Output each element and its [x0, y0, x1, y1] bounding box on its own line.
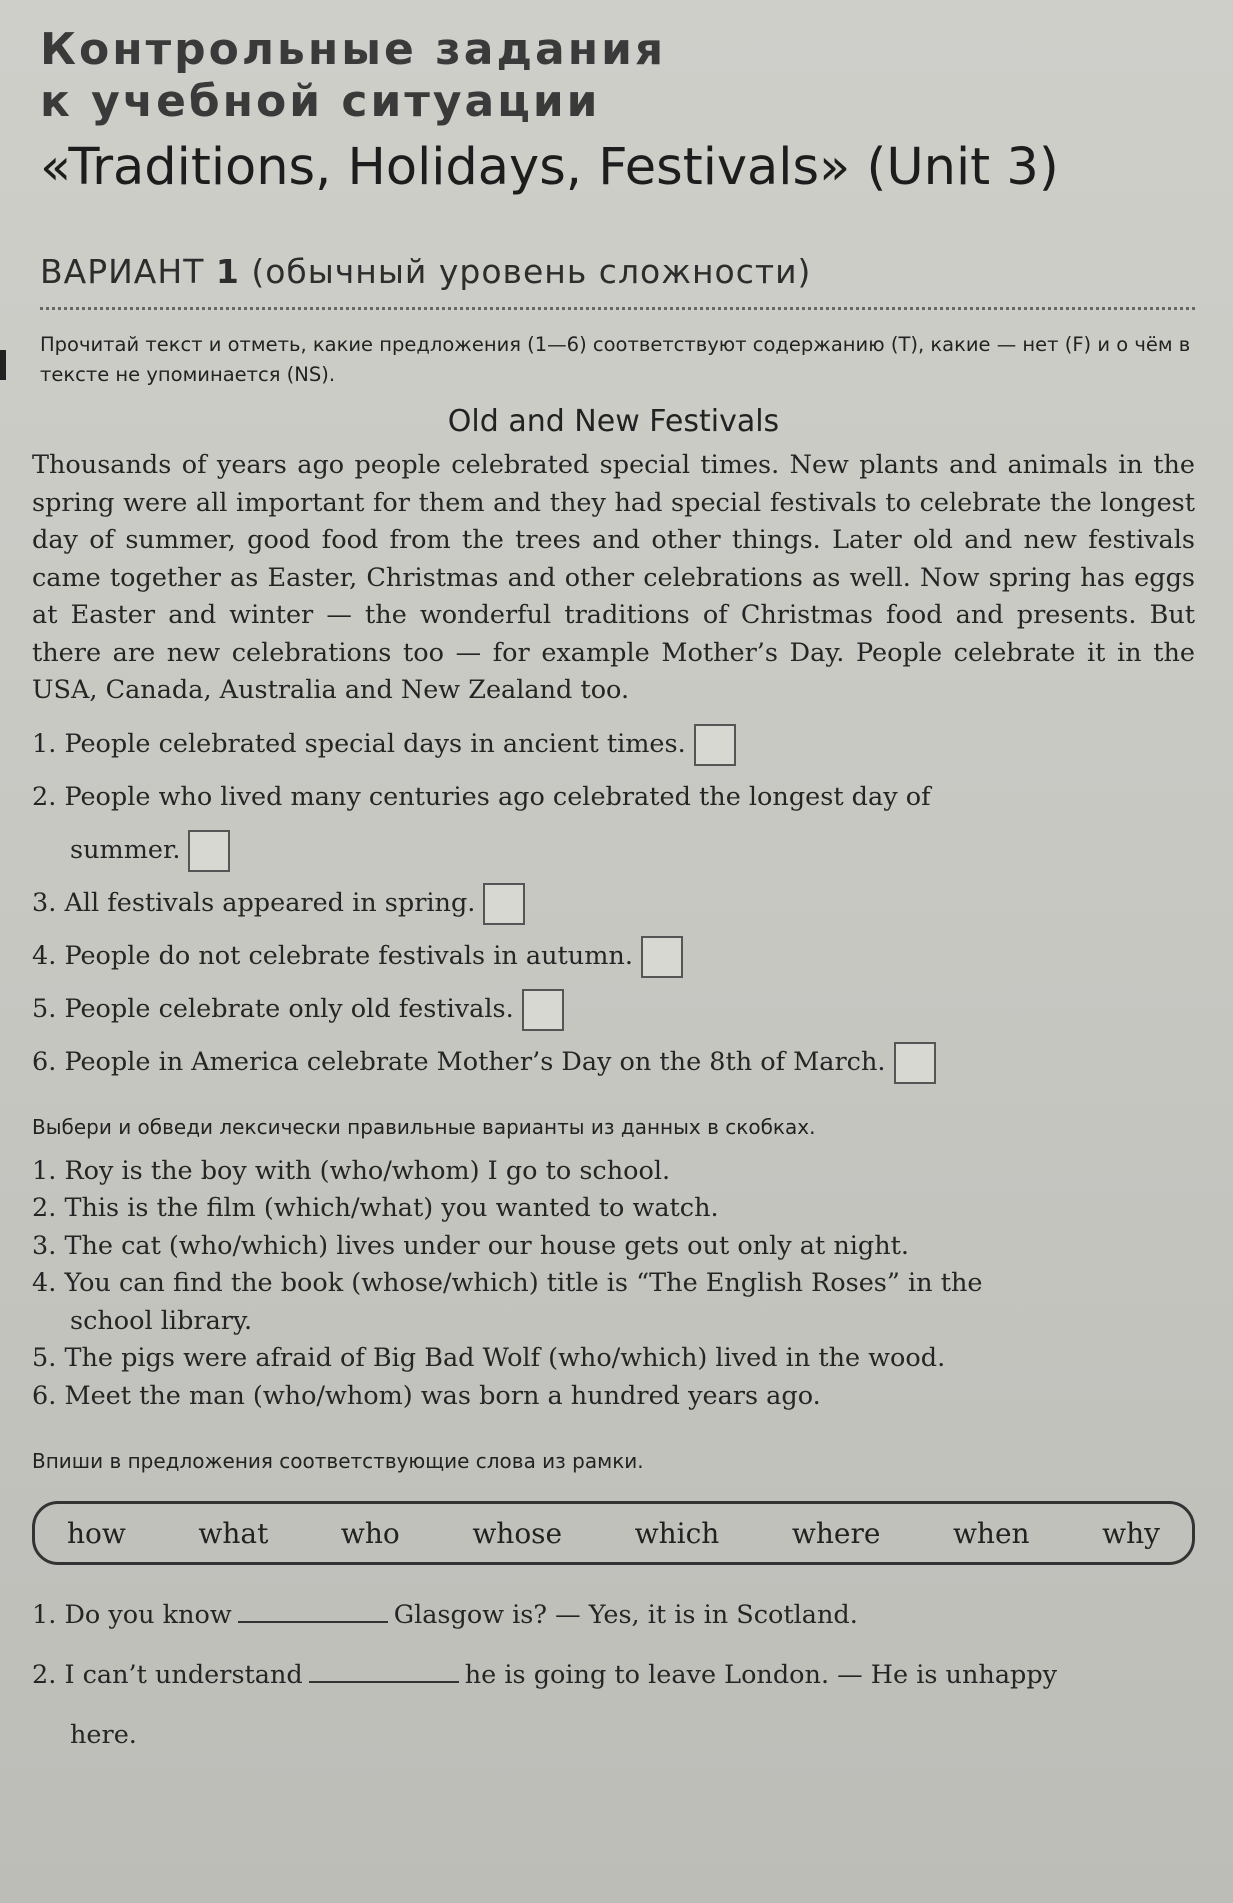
variant-label: ВАРИАНТ	[40, 252, 205, 291]
variant-heading	[40, 252, 1195, 291]
choice-item	[32, 1228, 1195, 1266]
word-option: why	[1102, 1516, 1160, 1550]
answer-blank[interactable]	[309, 1681, 459, 1683]
fill-in-number: 2.	[32, 1660, 57, 1690]
fill-in-item	[32, 1585, 1195, 1645]
fill-in-before: I can’t understand	[64, 1660, 303, 1690]
choice-list	[32, 1153, 1195, 1416]
statement-text: People who lived many centuries ago celebrated the longest day of	[64, 781, 931, 812]
word-option: when	[952, 1516, 1030, 1550]
choice-item	[32, 1190, 1195, 1228]
choice-number: 1.	[32, 1155, 57, 1186]
fill-in-after: he is going to leave London. — He is unhappy	[464, 1660, 1058, 1690]
header-line-2: к учебной ситуации	[40, 76, 601, 127]
choice-item	[32, 1340, 1195, 1378]
story-title: Old and New Festivals	[447, 404, 780, 439]
word-box	[32, 1501, 1195, 1565]
choice-text: You can find the book (whose/which) title is “The English Roses” in the	[64, 1268, 983, 1298]
choice-item	[32, 1265, 1195, 1340]
statement-text: All festivals appeared in spring.	[64, 887, 476, 918]
choice-item	[32, 1378, 1195, 1416]
dotted-divider	[40, 307, 1195, 310]
fill-in-cont: here.	[70, 1720, 137, 1750]
story-text: Thousands of years ago people celebrated special times. New plants and animals in the spring were all important for them and they had special festivals to celebrate the longest day of summer, good food from the trees and other things. Later old and new festivals came together as Easter, Christmas and other celebrations as well. Now spring has eggs at Easter and winter — the wonderful traditions of Christmas food and presents. But there are new celebrations too — for example Mother’s Day. People celebrate it in the USA, Canada, Australia and New Zealand too.	[32, 450, 1195, 705]
statement-number: 4.	[32, 940, 57, 971]
task1-section	[32, 330, 1195, 390]
choice-text-cont: school library.	[70, 1305, 253, 1336]
task-marker	[0, 350, 6, 380]
word-option: who	[340, 1516, 400, 1550]
statement-list	[32, 718, 1195, 1089]
statement-item	[32, 1036, 1195, 1089]
answer-checkbox[interactable]	[483, 883, 525, 925]
word-option: whose	[472, 1516, 563, 1550]
choice-number: 5.	[32, 1343, 57, 1373]
choice-item	[32, 1153, 1195, 1191]
unit-title: «Traditions, Holidays, Festivals» (Unit 3)	[40, 138, 1059, 197]
header-line-1: Контрольные задания	[40, 24, 667, 75]
statement-number: 5.	[32, 993, 57, 1024]
answer-checkbox[interactable]	[641, 936, 683, 978]
choice-text: The pigs were afraid of Big Bad Wolf (who/which) lived in the wood.	[64, 1343, 946, 1373]
choice-text: The cat (who/which) lives under our house gets out only at night.	[64, 1230, 909, 1261]
variant-level: (обычный уровень сложности)	[251, 252, 812, 291]
statement-number: 2.	[32, 781, 57, 812]
word-option: which	[634, 1516, 720, 1550]
statement-item	[32, 983, 1195, 1036]
answer-checkbox[interactable]	[894, 1042, 936, 1084]
choice-text: This is the film (which/what) you wanted to watch.	[64, 1193, 719, 1223]
task2-instruction: Выбери и обведи лексически правильные варианты из данных в скобках.	[32, 1114, 816, 1139]
task3-instruction: Впиши в предложения соответствующие слова из рамки.	[32, 1449, 644, 1473]
statement-number: 3.	[32, 887, 57, 918]
fill-in-before: Do you know	[64, 1600, 232, 1630]
choice-number: 6.	[32, 1380, 57, 1411]
statement-item	[32, 771, 1195, 877]
fill-in-number: 1.	[32, 1600, 57, 1630]
statement-item	[32, 877, 1195, 930]
choice-number: 3.	[32, 1230, 57, 1261]
word-option: what	[198, 1516, 269, 1550]
answer-checkbox[interactable]	[188, 830, 230, 872]
statement-item	[32, 718, 1195, 771]
statement-number: 6.	[32, 1046, 57, 1077]
choice-number: 4.	[32, 1268, 57, 1298]
statement-text-cont: summer.	[70, 834, 181, 865]
choice-text: Meet the man (who/whom) was born a hundred years ago.	[64, 1380, 821, 1411]
statement-text: People celebrate only old festivals.	[64, 993, 514, 1024]
statement-item	[32, 930, 1195, 983]
answer-blank[interactable]	[238, 1621, 388, 1623]
statement-text: People in America celebrate Mother’s Day on the 8th of March.	[64, 1046, 886, 1077]
answer-checkbox[interactable]	[694, 724, 736, 766]
task1-instruction: Прочитай текст и отметь, какие предложения (1—6) соответствуют содержанию (T), какие — нет (F) и о чём в тексте не упоминается (NS).	[40, 333, 1191, 386]
fill-in-item	[32, 1645, 1195, 1765]
variant-number: 1	[215, 252, 240, 291]
answer-checkbox[interactable]	[522, 989, 564, 1031]
word-option: how	[67, 1516, 126, 1550]
statement-number: 1.	[32, 728, 57, 759]
statement-text: People do not celebrate festivals in autumn.	[64, 940, 633, 971]
choice-number: 2.	[32, 1193, 57, 1223]
fill-in-after: Glasgow is? — Yes, it is in Scotland.	[393, 1600, 858, 1630]
fill-in-list	[32, 1585, 1195, 1765]
statement-text: People celebrated special days in ancient times.	[64, 728, 686, 759]
word-option: where	[791, 1516, 881, 1550]
choice-text: Roy is the boy with (who/whom) I go to school.	[64, 1155, 671, 1186]
